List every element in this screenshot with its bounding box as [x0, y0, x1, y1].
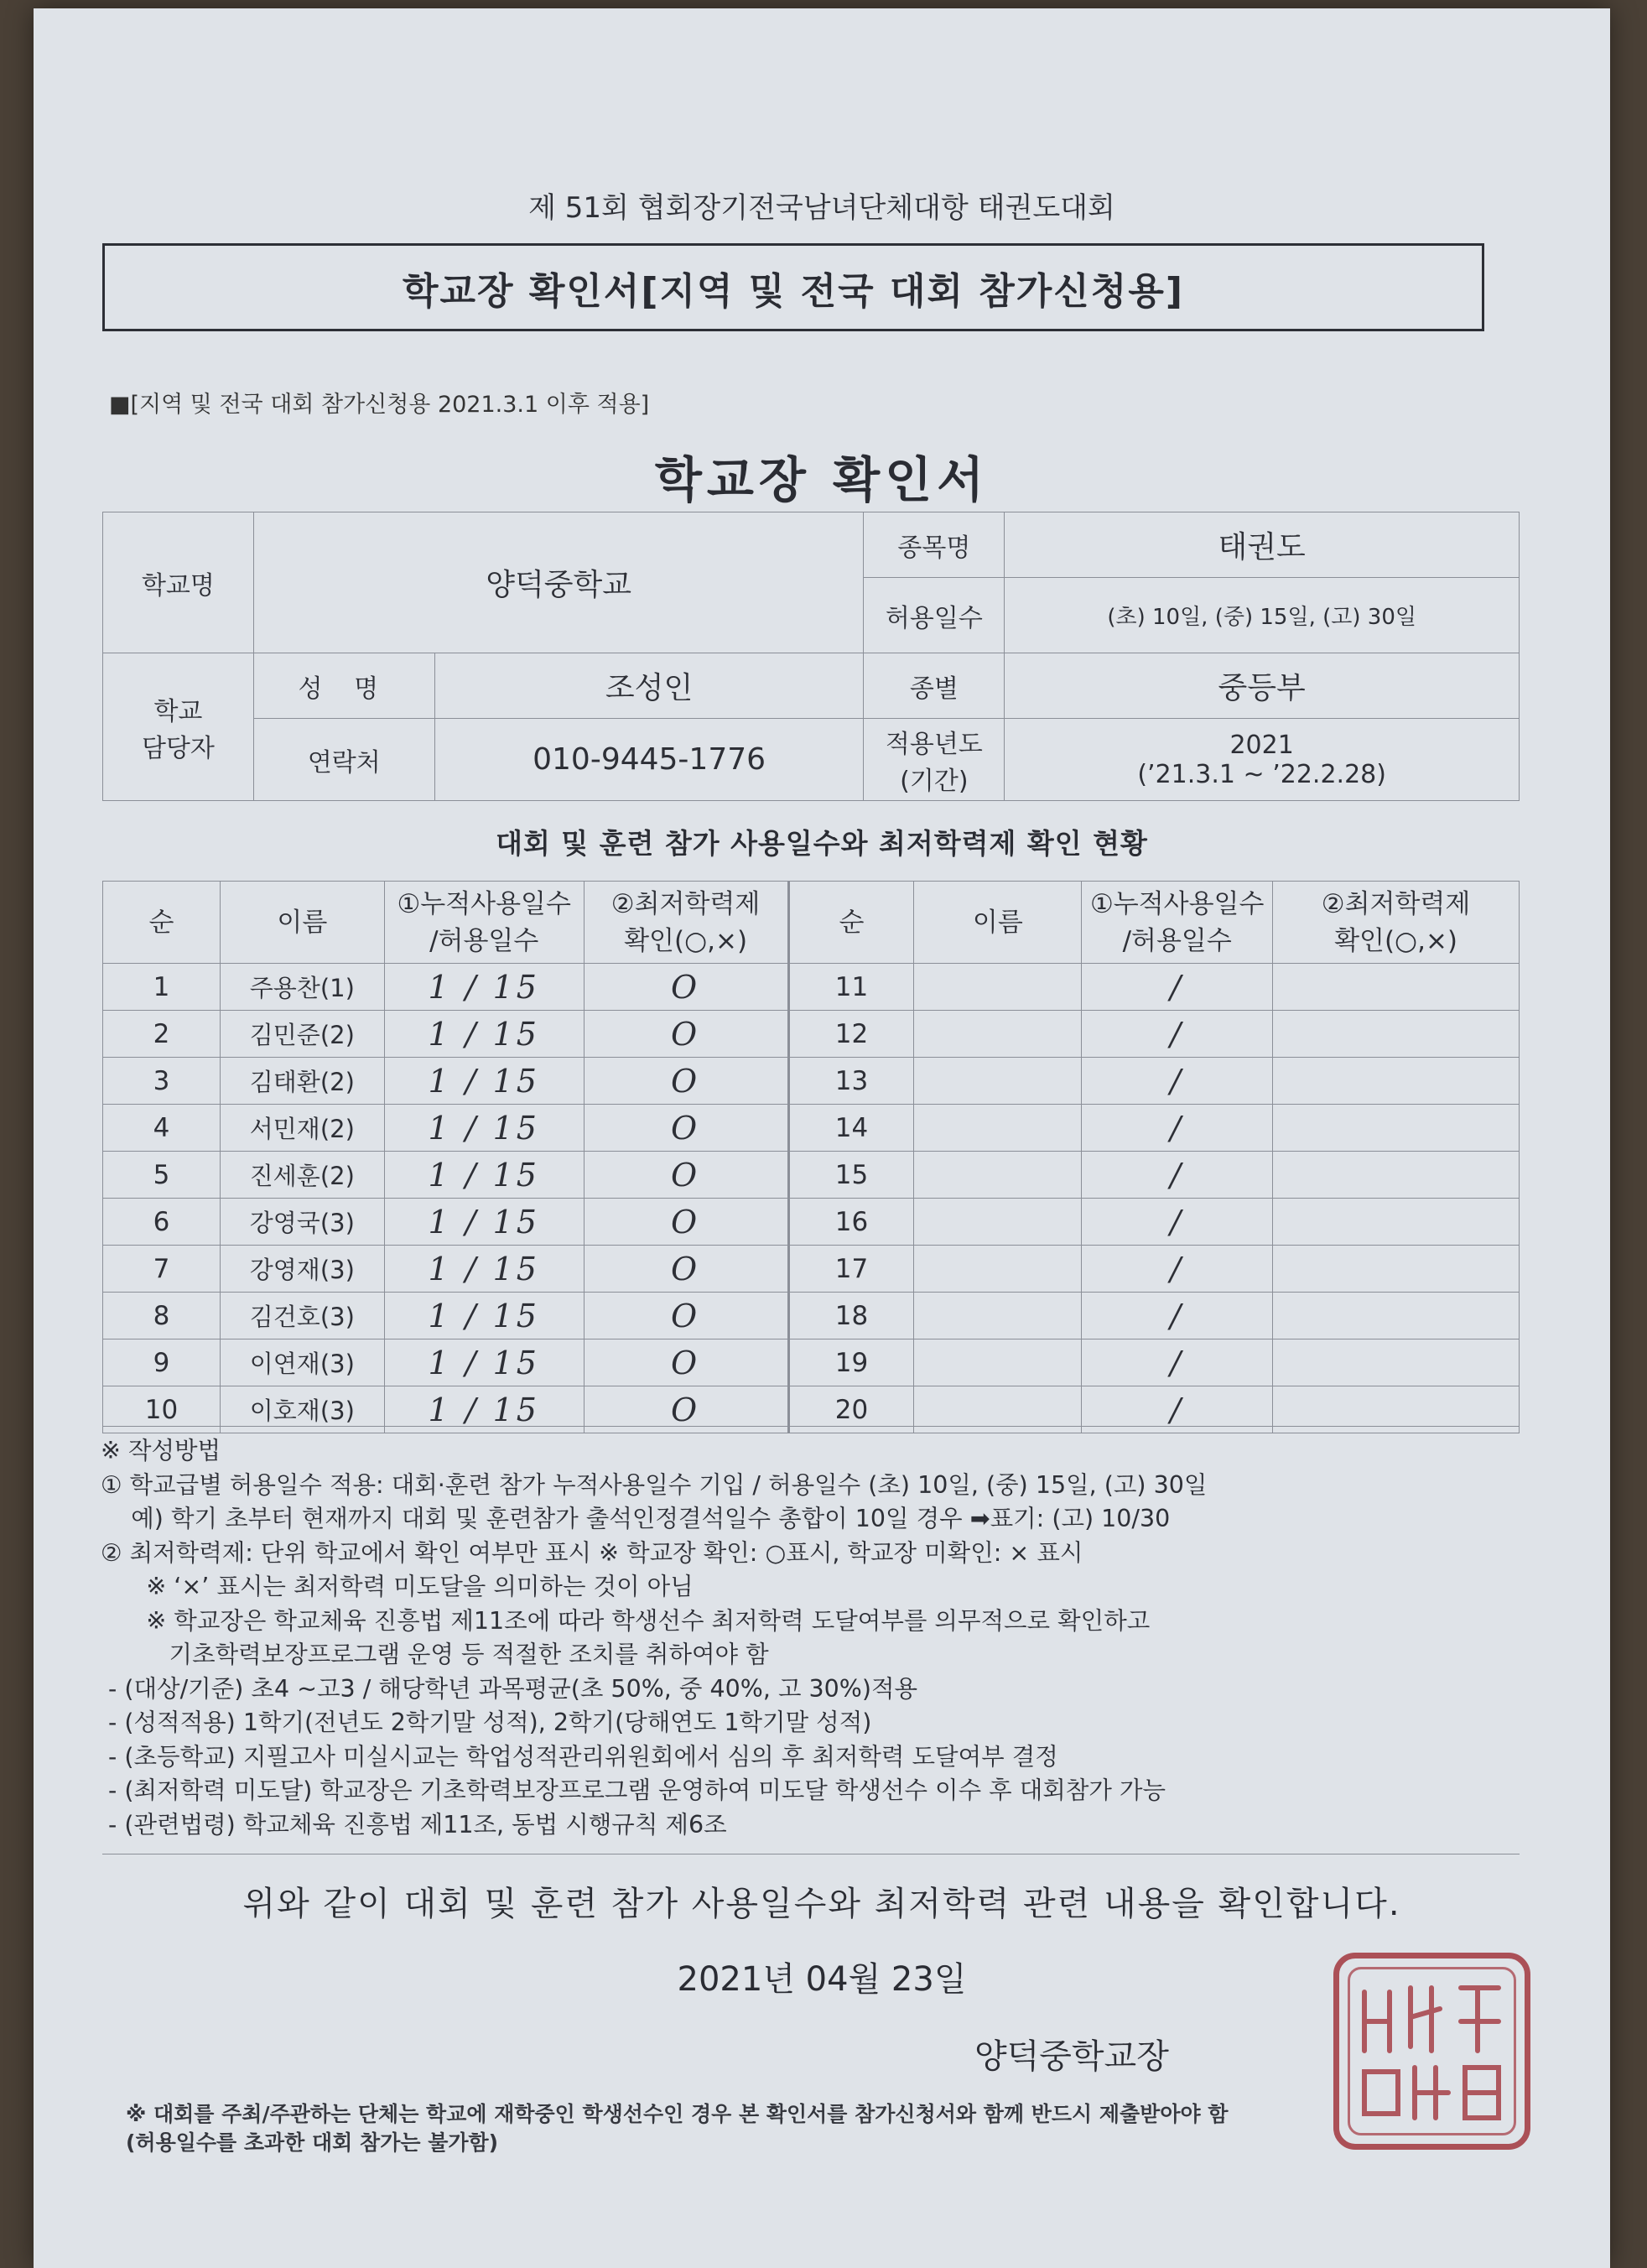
- student-days-cell: 1 / 15: [384, 1293, 584, 1339]
- student-no-cell: 16: [788, 1199, 914, 1246]
- footnote-line2: (허용일수를 초과한 대회 참가는 불가함): [126, 2130, 499, 2155]
- student-check-cell: [1273, 1199, 1520, 1246]
- student-days-cell: /: [1082, 1199, 1273, 1246]
- student-name-cell: [914, 1199, 1082, 1246]
- contact-value: 010-9445-1776: [434, 719, 864, 801]
- student-check-cell: O: [584, 1339, 788, 1386]
- student-days-cell: /: [1082, 964, 1273, 1011]
- student-no-cell: 3: [103, 1058, 221, 1105]
- student-name-cell: 서민재(2): [220, 1105, 384, 1152]
- student-check-cell: [1273, 1058, 1520, 1105]
- col-name-right: 이름: [914, 882, 1082, 964]
- confirmation-statement: 위와 같이 대회 및 훈련 참가 사용일수와 최저학력 관련 내용을 확인합니다.: [242, 1885, 1401, 1923]
- student-no-cell: 8: [103, 1293, 221, 1339]
- school-info-table: [102, 512, 1520, 801]
- name-value: 조성인: [434, 653, 864, 719]
- table-row: [103, 1058, 1520, 1105]
- main-title: 학교장 확인서: [654, 451, 990, 508]
- student-days-cell: 1 / 15: [384, 1058, 584, 1105]
- student-name-cell: 강영국(3): [220, 1199, 384, 1246]
- table-row: [103, 1293, 1520, 1339]
- student-name-cell: [914, 1339, 1082, 1386]
- student-check-cell: O: [584, 1058, 788, 1105]
- student-days-cell: 1 / 15: [384, 1152, 584, 1199]
- student-days-cell: /: [1082, 1339, 1273, 1386]
- student-check-cell: [1273, 1152, 1520, 1199]
- category-label: 종별: [864, 653, 1005, 719]
- col-check-right-line1: ②최저학력제: [1321, 888, 1471, 919]
- confirmation-date: 2021년 04월 23일: [677, 1960, 967, 1999]
- section-title: 대회 및 훈련 참가 사용일수와 최저학력제 확인 현황: [496, 827, 1148, 860]
- student-days-cell: 1 / 15: [384, 1339, 584, 1386]
- student-days-cell: 1 / 15: [384, 1105, 584, 1152]
- student-check-cell: O: [584, 1011, 788, 1058]
- apply-year-label: [864, 719, 1005, 801]
- student-days-cell: /: [1082, 1058, 1273, 1105]
- student-no-cell: 9: [103, 1339, 221, 1386]
- manager-label-line1: 학교: [153, 696, 203, 726]
- student-no-cell: 19: [788, 1339, 914, 1386]
- col-check-left-line2: 확인(○,×): [624, 925, 748, 956]
- student-days-cell: /: [1082, 1386, 1273, 1433]
- apply-year-value: [1005, 719, 1520, 801]
- student-name-cell: [914, 1152, 1082, 1199]
- col-name-left: 이름: [220, 882, 384, 964]
- event-label: 종목명: [864, 512, 1005, 578]
- student-name-cell: 김건호(3): [220, 1293, 384, 1339]
- table-row: [103, 1152, 1520, 1199]
- student-no-cell: 10: [103, 1386, 221, 1433]
- apply-year-value-line2: (’21.3.1 ~ ’22.2.28): [1137, 759, 1386, 789]
- instruction-line: ※ 학교장은 학교체육 진흥법 제11조에 따라 학생선수 최저학력 도달여부를 의무적으로 확인하고: [101, 1606, 1151, 1635]
- footnote-line1: ※ 대회를 주최/주관하는 단체는 학교에 재학중인 학생선수인 경우 본 확인서를 참가신청서와 함께 반드시 제출받아야 함: [126, 2102, 1229, 2126]
- student-name-cell: 진세훈(2): [220, 1152, 384, 1199]
- col-days-left: [384, 882, 584, 964]
- student-name-cell: 김민준(2): [220, 1011, 384, 1058]
- instruction-line: - (초등학교) 지필고사 미실시교는 학업성적관리위원회에서 심의 후 최저학력 도달여부 결정: [101, 1742, 1058, 1771]
- student-name-cell: 강영재(3): [220, 1246, 384, 1293]
- apply-year-label-line1: 적용년도: [885, 729, 983, 759]
- student-check-cell: O: [584, 1293, 788, 1339]
- manager-label: [103, 653, 254, 801]
- table-row: [103, 964, 1520, 1011]
- student-no-cell: 7: [103, 1246, 221, 1293]
- school-value: 양덕중학교: [253, 512, 864, 653]
- col-check-right: [1273, 882, 1520, 964]
- student-no-cell: 14: [788, 1105, 914, 1152]
- table-row: [103, 1199, 1520, 1246]
- student-no-cell: 18: [788, 1293, 914, 1339]
- student-no-cell: 5: [103, 1152, 221, 1199]
- table-header-row: [103, 882, 1520, 964]
- col-days-left-line2: /허용일수: [429, 925, 539, 956]
- student-check-cell: [1273, 1105, 1520, 1152]
- student-check-cell: O: [584, 1199, 788, 1246]
- instruction-line: 예) 학기 초부터 현재까지 대회 및 훈련참가 출석인정결석일수 총합이 10일 경우 ➡표기: (고) 10/30: [101, 1505, 1171, 1532]
- student-no-cell: 4: [103, 1105, 221, 1152]
- instruction-line: 기초학력보장프로그램 운영 등 적절한 조치를 취하여야 함: [101, 1641, 769, 1668]
- col-days-right-line1: ①누적사용일수: [1089, 888, 1265, 919]
- student-no-cell: 13: [788, 1058, 914, 1105]
- student-no-cell: 20: [788, 1386, 914, 1433]
- principal-signature: 양덕중학교장: [974, 2037, 1169, 2076]
- name-label: 성 명: [253, 653, 434, 719]
- student-name-cell: 이연재(3): [220, 1339, 384, 1386]
- instruction-line: - (최저학력 미도달) 학교장은 기초학력보장프로그램 운영하여 미도달 학생선수 이수 후 대회참가 가능: [101, 1776, 1166, 1804]
- student-name-cell: 김태환(2): [220, 1058, 384, 1105]
- table-bottom-divider: [102, 1426, 1520, 1427]
- student-name-cell: [914, 1246, 1082, 1293]
- manager-label-line2: 담당자: [141, 733, 215, 763]
- instruction-line: ① 학교급별 허용일수 적용: 대회·훈련 참가 누적사용일수 기입 / 허용일수 (초) 10일, (중) 15일, (고) 30일: [101, 1470, 1208, 1499]
- student-days-cell: /: [1082, 1152, 1273, 1199]
- student-days-cell: 1 / 15: [384, 964, 584, 1011]
- category-value: 중등부: [1005, 653, 1520, 719]
- student-no-cell: 11: [788, 964, 914, 1011]
- student-days-cell: /: [1082, 1293, 1273, 1339]
- col-check-right-line2: 확인(○,×): [1334, 925, 1458, 956]
- school-label: 학교명: [103, 512, 254, 653]
- table-row: [103, 1105, 1520, 1152]
- student-days-cell: 1 / 15: [384, 1011, 584, 1058]
- student-days-cell: 1 / 15: [384, 1386, 584, 1433]
- document-box-title: 학교장 확인서[지역 및 전국 대회 참가신청용]: [102, 243, 1484, 331]
- student-days-cell: /: [1082, 1246, 1273, 1293]
- student-check-cell: [1273, 1339, 1520, 1386]
- student-no-cell: 2: [103, 1011, 221, 1058]
- student-check-cell: O: [584, 964, 788, 1011]
- student-name-cell: 이호재(3): [220, 1386, 384, 1433]
- student-name-cell: [914, 1105, 1082, 1152]
- apply-year-label-line2: (기간): [900, 766, 969, 796]
- instruction-line: ② 최저학력제: 단위 학교에서 확인 여부만 표시 ※ 학교장 확인: ○표시, 학교장 미확인: × 표시: [101, 1538, 1083, 1567]
- table-row: [103, 1339, 1520, 1386]
- student-days-cell: /: [1082, 1011, 1273, 1058]
- instruction-line: ※ 작성방법: [101, 1437, 221, 1464]
- student-name-cell: [914, 1011, 1082, 1058]
- col-check-left-line1: ②최저학력제: [610, 888, 761, 919]
- instruction-line: - (대상/기준) 초4 ~고3 / 해당학년 과목평균(초 50%, 중 40%, 고 30%)적용: [101, 1674, 918, 1703]
- student-no-cell: 12: [788, 1011, 914, 1058]
- instruction-line: ※ ‘×’ 표시는 최저학력 미도달을 의미하는 것이 아님: [101, 1573, 694, 1600]
- student-no-cell: 17: [788, 1246, 914, 1293]
- table-row: [103, 1011, 1520, 1058]
- student-name-cell: [914, 1293, 1082, 1339]
- student-no-cell: 15: [788, 1152, 914, 1199]
- instructions-block: [101, 1434, 1526, 1842]
- table-row: [103, 1246, 1520, 1293]
- student-name-cell: [914, 964, 1082, 1011]
- applicability-notice: ■[지역 및 전국 대회 참가신청용 2021.3.1 이후 적용]: [109, 392, 650, 418]
- col-no-left: 순: [103, 882, 221, 964]
- student-check-cell: [1273, 1293, 1520, 1339]
- student-check-cell: O: [584, 1246, 788, 1293]
- student-no-cell: 1: [103, 964, 221, 1011]
- instruction-line: - (관련법령) 학교체육 진흥법 제11조, 동법 시행규칙 제6조: [101, 1810, 727, 1839]
- col-days-left-line1: ①누적사용일수: [397, 888, 571, 919]
- student-rows: [103, 964, 1520, 1433]
- student-name-cell: [914, 1058, 1082, 1105]
- instruction-line: - (성적적용) 1학기(전년도 2학기말 성적), 2학기(당해연도 1학기말 성적): [101, 1709, 872, 1736]
- student-days-cell: /: [1082, 1105, 1273, 1152]
- student-check-cell: [1273, 964, 1520, 1011]
- student-check-cell: O: [584, 1386, 788, 1433]
- apply-year-value-line1: 2021: [1229, 730, 1294, 760]
- event-value: 태권도: [1005, 512, 1520, 578]
- col-days-right: [1082, 882, 1273, 964]
- contact-label: 연락처: [253, 719, 434, 801]
- student-check-cell: [1273, 1246, 1520, 1293]
- student-check-cell: [1273, 1011, 1520, 1058]
- footnote: [126, 2100, 1535, 2157]
- student-no-cell: 6: [103, 1199, 221, 1246]
- document-page: [34, 8, 1610, 2268]
- competition-title: 제 51회 협회장기전국남녀단체대항 태권도대회: [528, 191, 1115, 225]
- col-check-left: [584, 882, 788, 964]
- col-no-right: 순: [788, 882, 914, 964]
- student-check-cell: O: [584, 1152, 788, 1199]
- allow-days-value: (초) 10일, (중) 15일, (고) 30일: [1005, 578, 1520, 653]
- student-check-cell: O: [584, 1105, 788, 1152]
- col-days-right-line2: /허용일수: [1122, 925, 1232, 956]
- student-list-table: [102, 881, 1520, 1433]
- student-name-cell: 주용찬(1): [220, 964, 384, 1011]
- allow-days-label: 허용일수: [864, 578, 1005, 653]
- student-days-cell: 1 / 15: [384, 1199, 584, 1246]
- student-days-cell: 1 / 15: [384, 1246, 584, 1293]
